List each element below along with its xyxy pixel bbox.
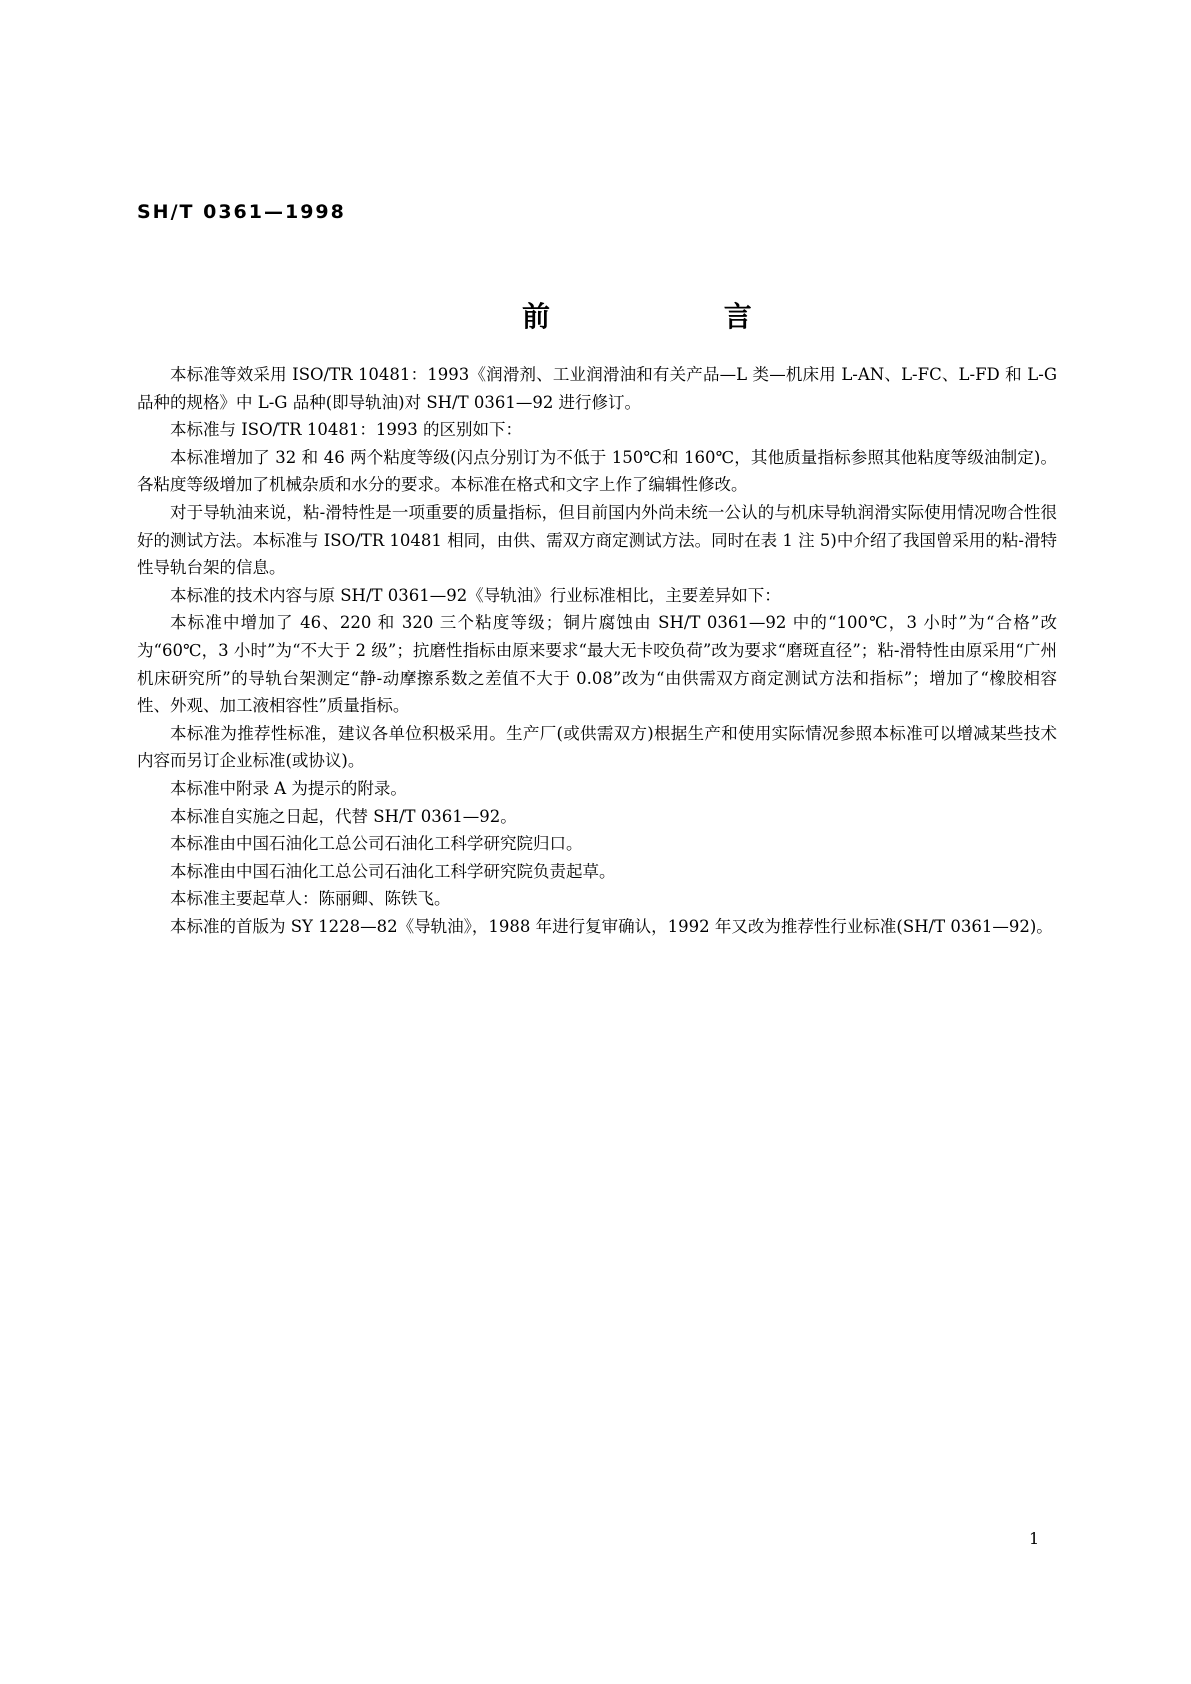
paragraph: 对于导轨油来说，粘-滑特性是一项重要的质量指标，但目前国内外尚未统一公认的与机床导轨润滑实际使用情况吻合性很好的测试方法。本标准与 ISO/TR 10481 相同，由供、需双方商定测试方法。同时在表 1 注 5)中介绍了我国曾采用的粘-滑特性导轨台架的信息。 — [137, 502, 1057, 578]
paragraph: 本标准中附录 A 为提示的附录。 — [170, 778, 407, 798]
paragraph: 本标准主要起草人：陈丽卿、陈铁飞。 — [170, 889, 451, 909]
paragraph: 本标准由中国石油化工总公司石油化工科学研究院归口。 — [170, 834, 583, 854]
page-title: 前 言 — [522, 300, 834, 333]
page-number: 1 — [1029, 1529, 1040, 1548]
paragraph: 本标准与 ISO/TR 10481：1993 的区别如下： — [170, 420, 523, 440]
paragraph: 本标准增加了 32 和 46 两个粘度等级(闪点分别订为不低于 150℃和 160℃，其他质量指标参照其他粘度等级油制定)。各粘度等级增加了机械杂质和水分的要求。本标准在格式和文字上作了编辑性修改。 — [137, 447, 1057, 495]
paragraph: 本标准为推荐性标准，建议各单位积极采用。生产厂(或供需双方)根据生产和使用实际情况参照本标准可以增减某些技术内容而另订企业标准(或协议)。 — [137, 723, 1057, 771]
foreword-body — [137, 361, 1057, 940]
paragraph: 本标准自实施之日起，代替 SH/T 0361—92。 — [170, 806, 517, 826]
standard-code: SH/T 0361—1998 — [137, 201, 346, 223]
paragraph: 本标准中增加了 46、220 和 320 三个粘度等级；铜片腐蚀由 SH/T 0361—92 中的“100℃，3 小时”为“合格”改为“60℃，3 小时”为“不大于 2 级”；抗磨性指标由原来要求“最大无卡咬负荷”改为要求“磨斑直径”；粘-滑特性由原采用“广州机床研究所”的导轨台架测定“静-动摩擦系数之差值不大于 0.08”改为“由供需双方商定测试方法和指标”；增加了“橡胶相容性、外观、加工液相容性”质量指标。 — [137, 613, 1057, 716]
paragraph: 本标准由中国石油化工总公司石油化工科学研究院负责起草。 — [170, 861, 616, 881]
paragraph: 本标准的首版为 SY 1228—82《导轨油》，1988 年进行复审确认，1992 年又改为推荐性行业标准(SH/T 0361—92)。 — [170, 916, 1053, 936]
paragraph: 本标准的技术内容与原 SH/T 0361—92《导轨油》行业标准相比，主要差异如下： — [170, 585, 781, 605]
paragraph: 本标准等效采用 ISO/TR 10481：1993《润滑剂、工业润滑油和有关产品—L 类—机床用 L-AN、L-FC、L-FD 和 L-G 品种的规格》中 L-G 品种(即导轨油)对 SH/T 0361—92 进行修订。 — [137, 365, 1057, 412]
